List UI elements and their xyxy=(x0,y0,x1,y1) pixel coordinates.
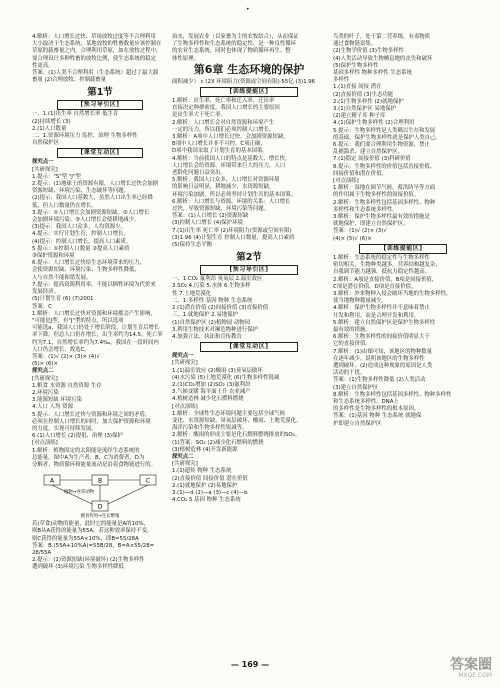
text-line: 2.解析：酸雨的形成主要是化石燃料燃烧排放的SO₂。 xyxy=(172,432,301,439)
text-line: B项中人口增长并非不可控，C项正确， xyxy=(172,141,266,148)
text-line: 多样性 xyxy=(333,77,350,84)
text-line: 答案：(1)人类不合理利用（生态系统）超过了最大载 xyxy=(32,70,159,77)
text-line: 自我调节能力越强，抵抗力稳定性越高。 xyxy=(333,269,431,276)
text-line: 会使资源短缺、环境污染、生物多样性降低， xyxy=(32,267,140,274)
section-title-1: 第1节 xyxy=(87,87,113,99)
text-line: 2.(1)就地保护 (2)易地保护 xyxy=(172,482,238,489)
text-line: 2.(1)CO₂增加 (2)SO₂ (3)氟利昂 xyxy=(172,381,251,388)
text-line: 总能量，图中A为生产者，B、C为消费者，D为 xyxy=(32,454,145,461)
text-line: 则C获得的能量为55A×10%，即B=55/28A xyxy=(32,535,139,542)
text-line: 通过食物链富集。 xyxy=(333,41,377,48)
text-line: (3)提示：我国人口众多，人均资源少。 xyxy=(32,224,126,231)
preview-guide-header: [预习导引区] xyxy=(57,100,143,110)
mid-joint-research-1: [共研探究] xyxy=(172,360,198,367)
text-line: 的影响日益明显，耕地减少，水资源短缺， xyxy=(172,184,275,191)
text-line: 2.提示：(1)地球上的资源有限，人口增长过快会加剧 xyxy=(32,181,158,188)
text-line: 约为7.1，自然增长率约为7.4‰，我国在一段时间内 xyxy=(32,339,159,346)
text-line: 护即建立自然保护区 xyxy=(333,420,382,427)
text-line: 3.提示：①人口增长会加剧资源短缺。②人口增长 xyxy=(32,209,150,216)
text-line: 5.提示：①控制人口数量 ②提高人口素质 xyxy=(32,245,130,252)
text-line: (3)控制人口增长 (4)保护环境 xyxy=(172,220,243,227)
explore-point-1: 探究点一 xyxy=(32,159,54,166)
text-line: 2.环境污染 xyxy=(32,389,59,396)
text-line: 人口增长会给资源、环境带来巨大的压力，人口 xyxy=(172,162,286,169)
text-line: 治水，发展农业（以家畜为主的农牧结合），从而保证 xyxy=(172,34,299,40)
text-line: D项中我国采取了计划生育的基本国策。 xyxy=(172,148,268,155)
mid-explore-point-2: 探究点二 xyxy=(172,453,194,460)
text-line: (3)1.96 (4)计划生育 控制人口数量，提高人口素质 xyxy=(172,234,295,241)
watermark-text: 答案圈 xyxy=(450,657,492,673)
text-line: 最有效的措施。 xyxy=(333,326,371,333)
mid-items-2 xyxy=(172,468,326,504)
text-line: 4.解析：当前我国人口的特点是基数大、增长快， xyxy=(172,155,291,162)
mid-joint-research-2: [共研探究] xyxy=(172,461,198,468)
training-header-2: [训练提能区] xyxy=(359,244,448,254)
preview-guide-header-2: [预习导引区] xyxy=(200,265,297,275)
watermark-logo xyxy=(414,658,492,682)
text-line: (5)保持生态平衡 xyxy=(172,242,212,249)
text-line: 4.人口 人均 资源 xyxy=(32,404,73,411)
text-line: C项是潜在价值，D项是直接价值。 xyxy=(333,283,417,290)
mid-preview-2 xyxy=(172,276,326,341)
text-line: 了生物多样性和生态系统的稳定性，是一种良性循环 xyxy=(172,41,296,48)
text-line: 使当地物种数量减少。 xyxy=(333,298,387,305)
text-line: 1.解析：植物固定的太阳能是流经生态系统的 xyxy=(32,447,140,454)
text-line: 答案：B.(55A+10%A)=55B/28，B=A×55/28= xyxy=(32,542,155,549)
text-line: 7.(1)稳定 间接价值 (3)科研价值 xyxy=(333,156,411,163)
text-line: 答案：(1)基因 物种 生态系统 就地保 xyxy=(333,413,422,420)
diagram-label-c: C xyxy=(145,477,151,485)
right-items xyxy=(333,70,473,243)
text-line: (3)建立自然保护区 xyxy=(333,384,379,391)
text-line: (2)建立精子库 种子库 xyxy=(333,113,386,120)
text-line: (5)计划生育 (6) (7)2001 xyxy=(32,296,94,303)
text-line: 7.(1)出生率 死亡率 (2)环境阻力(资源或空间有限) xyxy=(172,227,292,234)
text-line: 3.解析：保护生物多样性最有效的措施是 xyxy=(333,214,430,221)
text-line: 低，但人口数量仍在增长。 xyxy=(32,202,97,209)
energy-flow-diagram xyxy=(40,471,160,519)
text-line: 答案：C xyxy=(32,303,52,310)
text-line: 变化、水资源短缺、臭氧层破坏、酸雨、土地荒漠化、 xyxy=(172,417,302,424)
text-line: 1.提示："S"型 "J"型 xyxy=(32,173,81,180)
text-line: 直接决定种群密度，我国人口增长的主要原因 xyxy=(172,105,280,112)
text-line: 2.解析：生物多样性包括基因多样性、物种 xyxy=(333,199,436,206)
page-number: — 169 — xyxy=(230,660,270,669)
text-line: 3.解析：外来物种入侵会破坏当地的生物多样性， xyxy=(333,290,452,297)
text-line: 就地保护，即建立自然保护区。 xyxy=(333,221,409,228)
left-preview xyxy=(32,111,168,147)
text-line: 在逐年减少，说明该地区的生物多样性 xyxy=(333,355,425,362)
text-line: 的作用属于生物多样性的间接价值。 xyxy=(333,192,420,199)
text-line: 资源短缺、环境污染、生态破坏等问题。 xyxy=(32,188,130,195)
text-line: 过快，导致资源短缺、环境污染等问题。 xyxy=(172,206,270,213)
mid-analysis-1 xyxy=(172,98,326,249)
right-analysis xyxy=(333,255,473,428)
text-line: 遭到破坏 (3)环境污染 生物多样性降低 xyxy=(32,564,124,571)
text-line: 性更高。 xyxy=(32,62,54,69)
text-line: 8.提示：生物多样性的价值包括直接价值、 xyxy=(333,163,436,170)
text-line: 1.解析：出生率、死亡率和迁入率、迁出率 xyxy=(172,98,275,105)
text-line: 遭到破坏。(2)造成这种现象的原因是人类 xyxy=(333,362,433,369)
diagram-label-a: A xyxy=(49,477,55,485)
diagram-caption: 摄食作用→生长繁殖 xyxy=(80,514,120,520)
text-line: 7.提示：提高资源利用率，不能以牺牲环境为代价来 xyxy=(32,281,156,288)
text-line: 畜量 (2)合理放牧、控制载畜量 xyxy=(32,77,107,84)
text-line: 1.解析：全球性生态环境问题主要包括全球气候 xyxy=(172,410,285,417)
left-after-diagram xyxy=(32,521,168,571)
text-line: 1.(1)直接 间接 潜在 xyxy=(333,84,382,91)
text-line: [对点演练] xyxy=(333,178,359,185)
text-line: 草原的载畜量之内，合理利用草原，如在放牧过程中， xyxy=(32,48,162,55)
text-line: 1.粮食 水资源 自然资源 生存 xyxy=(32,382,102,389)
right-column xyxy=(333,34,473,428)
text-line: 4.加强立法、执法和宣传教育 xyxy=(172,333,242,340)
diagram-arrow-label: 植物→食草动物 xyxy=(64,490,95,496)
text-line: 4.提示：实行计划生育，控制人口增长。 xyxy=(32,231,129,238)
text-line: 4.(1)保护生物多样性 (2)合理利用 xyxy=(333,120,415,127)
text-line: 三、1.就地保护 2.易地保护 xyxy=(172,312,238,319)
text-line: ③保护资源和环境 xyxy=(32,253,75,260)
chapter-title: 第6章 生态环境的保护 xyxy=(193,62,305,76)
section-title-2: 第2节 xyxy=(236,252,262,264)
text-line: [对点演练] xyxy=(172,403,198,410)
text-line: (5)× (6)× xyxy=(32,361,59,368)
text-line: 可能选a，我国人口仍处于增长阶段，计划生育后增长 xyxy=(32,325,160,332)
text-line: 1.解析：人口增长过快对资源和环境都会产生影响， xyxy=(32,310,156,317)
text-line: 率下降，但总人口仍在增长，出生率约为14.5，死亡率 xyxy=(32,332,163,339)
text-line: 基因多样性 物种多样性 生态系统 xyxy=(333,70,412,77)
text-line: 3.气候变暖 海平面上升 农业减产 xyxy=(172,389,251,396)
text-line: 必须在控制人口增长的同时，加大保护资源和环境 xyxy=(32,418,151,425)
text-line: 则B从A获得的能量为55A，若这种效率保持不变， xyxy=(32,528,153,535)
text-line: 2.(1)潜在价值 (2)间接价值 (3)直接价值 xyxy=(172,305,269,312)
text-line: 3.SO₂ 4.污染 5.水体 6.生物多样 xyxy=(172,283,251,290)
text-line: 乱捕滥杀，建立自然保护区。 xyxy=(333,149,404,156)
text-line: [对点演练] xyxy=(32,440,58,447)
text-line: 老龄化问题日益突出。 xyxy=(172,170,226,177)
text-line: 2.提示：(1)资源短缺(环境破坏) (2)生物多样性 xyxy=(32,557,145,564)
left-column xyxy=(32,34,168,572)
mid-explore-point-1: 探究点一 xyxy=(172,353,194,360)
text-line: 海洋污染和生物多样性锐减等。 xyxy=(172,425,248,432)
text-line: (1)自然保护区 (2)植物园 动物园 xyxy=(172,319,250,326)
text-line: 2.解析：A项是直接价值，B项是间接价值， xyxy=(333,276,438,283)
text-line: 和生态系统多样性，DNA上 xyxy=(333,398,399,405)
text-line: 3.解析：A项中人口增长过快，会加剧资源短缺， xyxy=(172,134,289,141)
text-line: 若(草食)动物的能量，此时它的能量是A的10%， xyxy=(32,521,149,528)
text-line: (4)× (5)√ (6)× xyxy=(333,235,372,242)
left-analysis xyxy=(32,311,168,369)
text-line: (4)人类活动导致生物栖息地的丧失和破坏 xyxy=(333,55,433,62)
text-line: 答案：(1)人口增长 (2)资源短缺 xyxy=(172,213,249,220)
diagram-label-d: D xyxy=(97,503,103,511)
text-line: 人与自然不能和谐发展。 xyxy=(32,274,92,281)
text-line: 要合理设计多种牲畜的放牧比例，使生态系统的稳定 xyxy=(32,55,156,62)
text-line: 会加剧环境污染。③人口增长会使耕地减少。 xyxy=(32,217,140,224)
left-items-2 xyxy=(32,383,168,448)
text-line: 是出生率大于死亡率。 xyxy=(172,112,226,119)
text-line: 5.提示：人口增长过快与资源和环境之间的矛盾， xyxy=(32,411,151,418)
text-line: 答案：(1)√ (2)× (3)√ xyxy=(333,228,387,235)
text-line: 一、1.CO₂ 氟利昂 臭氧层 2.温室效应 xyxy=(172,276,263,283)
text-line: 人口仍会增长，故选C。 xyxy=(32,346,90,353)
text-line: 6.解析：生物多样性的间接价值明显大于 xyxy=(333,334,430,341)
text-line: 答案：(1)√ (2)× (3)× (4)√ xyxy=(32,353,100,360)
text-line: 6.提示：人口增长过快给生态环境带来的压力， xyxy=(32,260,145,267)
text-line: 的基础，保护生物多样性就是保护人类自己。 xyxy=(333,134,441,141)
text-line: 4.解析：保护生物多样性并不意味着禁止 xyxy=(333,305,430,312)
text-line: 6.提示：我们要合理利用生物资源，禁止 xyxy=(333,142,430,149)
classroom-interaction-header-2: [课堂互动区] xyxy=(200,342,297,352)
text-line: 密切相关，生物种类越多，营养结构越复杂， xyxy=(333,262,441,269)
text-line: (2)直接价值 间接价值 潜在价值 xyxy=(172,475,248,482)
classroom-interaction-header: [课堂互动区] xyxy=(57,148,143,158)
text-line: (1)答案：SO₂ (2)减少化石燃料的燃烧 xyxy=(172,439,264,446)
text-line: 28/55A xyxy=(32,549,52,556)
middle-column xyxy=(172,34,326,504)
text-line: (4)提示：控制人口增长，提高人口素质。 xyxy=(32,238,132,245)
text-line: 2.解析：人口增长会对自然资源和环境产生 xyxy=(172,119,275,126)
text-line: 一定的压力，所以我们必须控制人口增长。 xyxy=(172,126,275,133)
text-line: (4)水污染 (5)土地荒漠化 (6)生物多样性锐减 xyxy=(172,374,280,381)
text-line: 间接价值和潜在价值。 xyxy=(333,170,387,177)
text-line: 4.解析：人口增长过快、草场放牧过度等不合理利用 xyxy=(32,34,156,40)
mid-intro xyxy=(172,34,326,63)
text-line: 5.解析：建立自然保护区是保护生物多样性 xyxy=(333,319,436,326)
text-line: (2)生物学价值 (3)生物多样性 xyxy=(333,48,404,55)
text-line: 5.解析：我国人口众多，人口增长对资源环境 xyxy=(172,177,280,184)
text-line: 大小取决于生态系统，某地放牧的牲畜数量应该控制在 xyxy=(32,41,162,48)
text-line: 1.(1)温室效应 (2)酸雨 (3)臭氧层破坏 xyxy=(172,367,263,374)
watermark-url: MXQE.COM xyxy=(458,672,492,679)
text-line: 性 7.土地荒漠化 xyxy=(172,290,212,297)
text-line: 自然保护区 xyxy=(32,140,59,147)
text-line: (2)直接价值 (3)生态功能 xyxy=(333,91,394,98)
text-line: "可能是J型，有"J"型的特点，所以选项 xyxy=(32,317,124,324)
text-line: 5.提示：生物多样性是人类赖以生存和发展 xyxy=(333,127,436,134)
text-line: (5)保护生物多样性 xyxy=(333,62,379,69)
mid-top-line: 面积减少） c (2)I 环境阻力(资源或空间有限) 55亿 (3)1.96 xyxy=(172,78,316,85)
text-line: 的农业生态系统，同时也体现了物质循环再生、整 xyxy=(172,48,291,55)
text-line: 2.(1)人口数量 xyxy=(32,125,67,132)
text-line: 多样性和生态系统多样性。 xyxy=(333,206,398,213)
text-line: 3.利用生物技术对濒危物种进行保护 xyxy=(172,326,259,333)
left-analysis-2 xyxy=(32,448,168,470)
explore-point-2: 探究点二 xyxy=(32,368,54,375)
text-line: 4.植树造林 减少化石燃料燃烧 xyxy=(172,396,244,403)
joint-research-2: [共研探究] xyxy=(32,375,58,382)
text-line: 环境污染加剧，所以必须坚持计划生育的基本国策。 xyxy=(172,191,296,198)
text-line: 开发和利用，而是合理开发和利用。 xyxy=(333,312,420,319)
left-items-1 xyxy=(32,174,168,311)
text-line: 3.能源短缺 环境污染 xyxy=(32,397,82,404)
text-line: 7.解析：(1)由图可知，该地区的物种数量 xyxy=(333,348,433,355)
text-line: 3.(1)—d (2)—a (3)—c (4)—b xyxy=(172,489,248,496)
text-line: 1.解析：湿地在调节气候、蓄洪防旱等方面 xyxy=(333,185,436,192)
text-line: 活动的干扰。 xyxy=(333,370,366,377)
text-line: 它的直接价值。 xyxy=(333,341,371,348)
text-line: 4.CO₂ 5.基因 物种 生态系统 xyxy=(172,497,241,504)
left-intro xyxy=(32,34,168,84)
text-line: (3)植树造林 (4)开发新能源 xyxy=(172,446,238,453)
text-line: 二、1.多样性 基因 物种 生态系统 xyxy=(172,297,253,304)
text-line: 2.(1)生物多样性 (2)就地保护 xyxy=(333,98,404,105)
text-line: 鸟类的叶子，处于第二营养级，有毒物质 xyxy=(333,34,431,40)
text-line: 答案：(1)生物多样性降低 (2)人类活动 xyxy=(333,377,426,384)
top-mark: • xyxy=(246,6,250,13)
text-line: 发展经济。 xyxy=(32,289,59,296)
mid-items-1 xyxy=(172,368,326,454)
text-line: 体性原理。 xyxy=(172,55,199,62)
training-header-1: [训练提能区] xyxy=(200,87,297,97)
diagram-label-b: B xyxy=(97,477,103,485)
right-intro xyxy=(333,34,473,70)
text-line: 6.解析：人口增长与资源、环境的关系：人口增长 xyxy=(172,198,291,205)
text-line: 的多样性是生物多样性的根本原因。 xyxy=(333,406,420,413)
text-line: 一、1.(1)出生率 自然增长率 低生育 xyxy=(32,111,119,118)
text-line: (2)持续增长 (3) xyxy=(32,118,71,125)
joint-research-1: [共研探究] xyxy=(32,166,58,173)
text-line: (2)提示：我国人口基数大，虽然人口出生率已经降 xyxy=(32,195,153,202)
text-line: 分解者，物质循环和能量流动是沿着食物链进行的。 xyxy=(32,461,156,468)
text-line: 3.(1)自然保护区 易地保护 xyxy=(333,106,397,113)
text-line: 1.(1)遗传 物种 生态系统 xyxy=(172,468,232,475)
text-line: 6.(1)人口增长 (2)提倡、治理 (3)保护 xyxy=(32,433,123,440)
text-line: 二、1.资源环境压力 监控、治理 生物多样性 xyxy=(32,133,138,140)
text-line: 的力度，实现可持续发展。 xyxy=(32,425,97,432)
text-line: 1.解析：生态系统的稳定性与生物多样性 xyxy=(333,254,430,261)
text-line: 8.解析：生物多样性包括基因多样性、物种多样性 xyxy=(333,391,452,398)
